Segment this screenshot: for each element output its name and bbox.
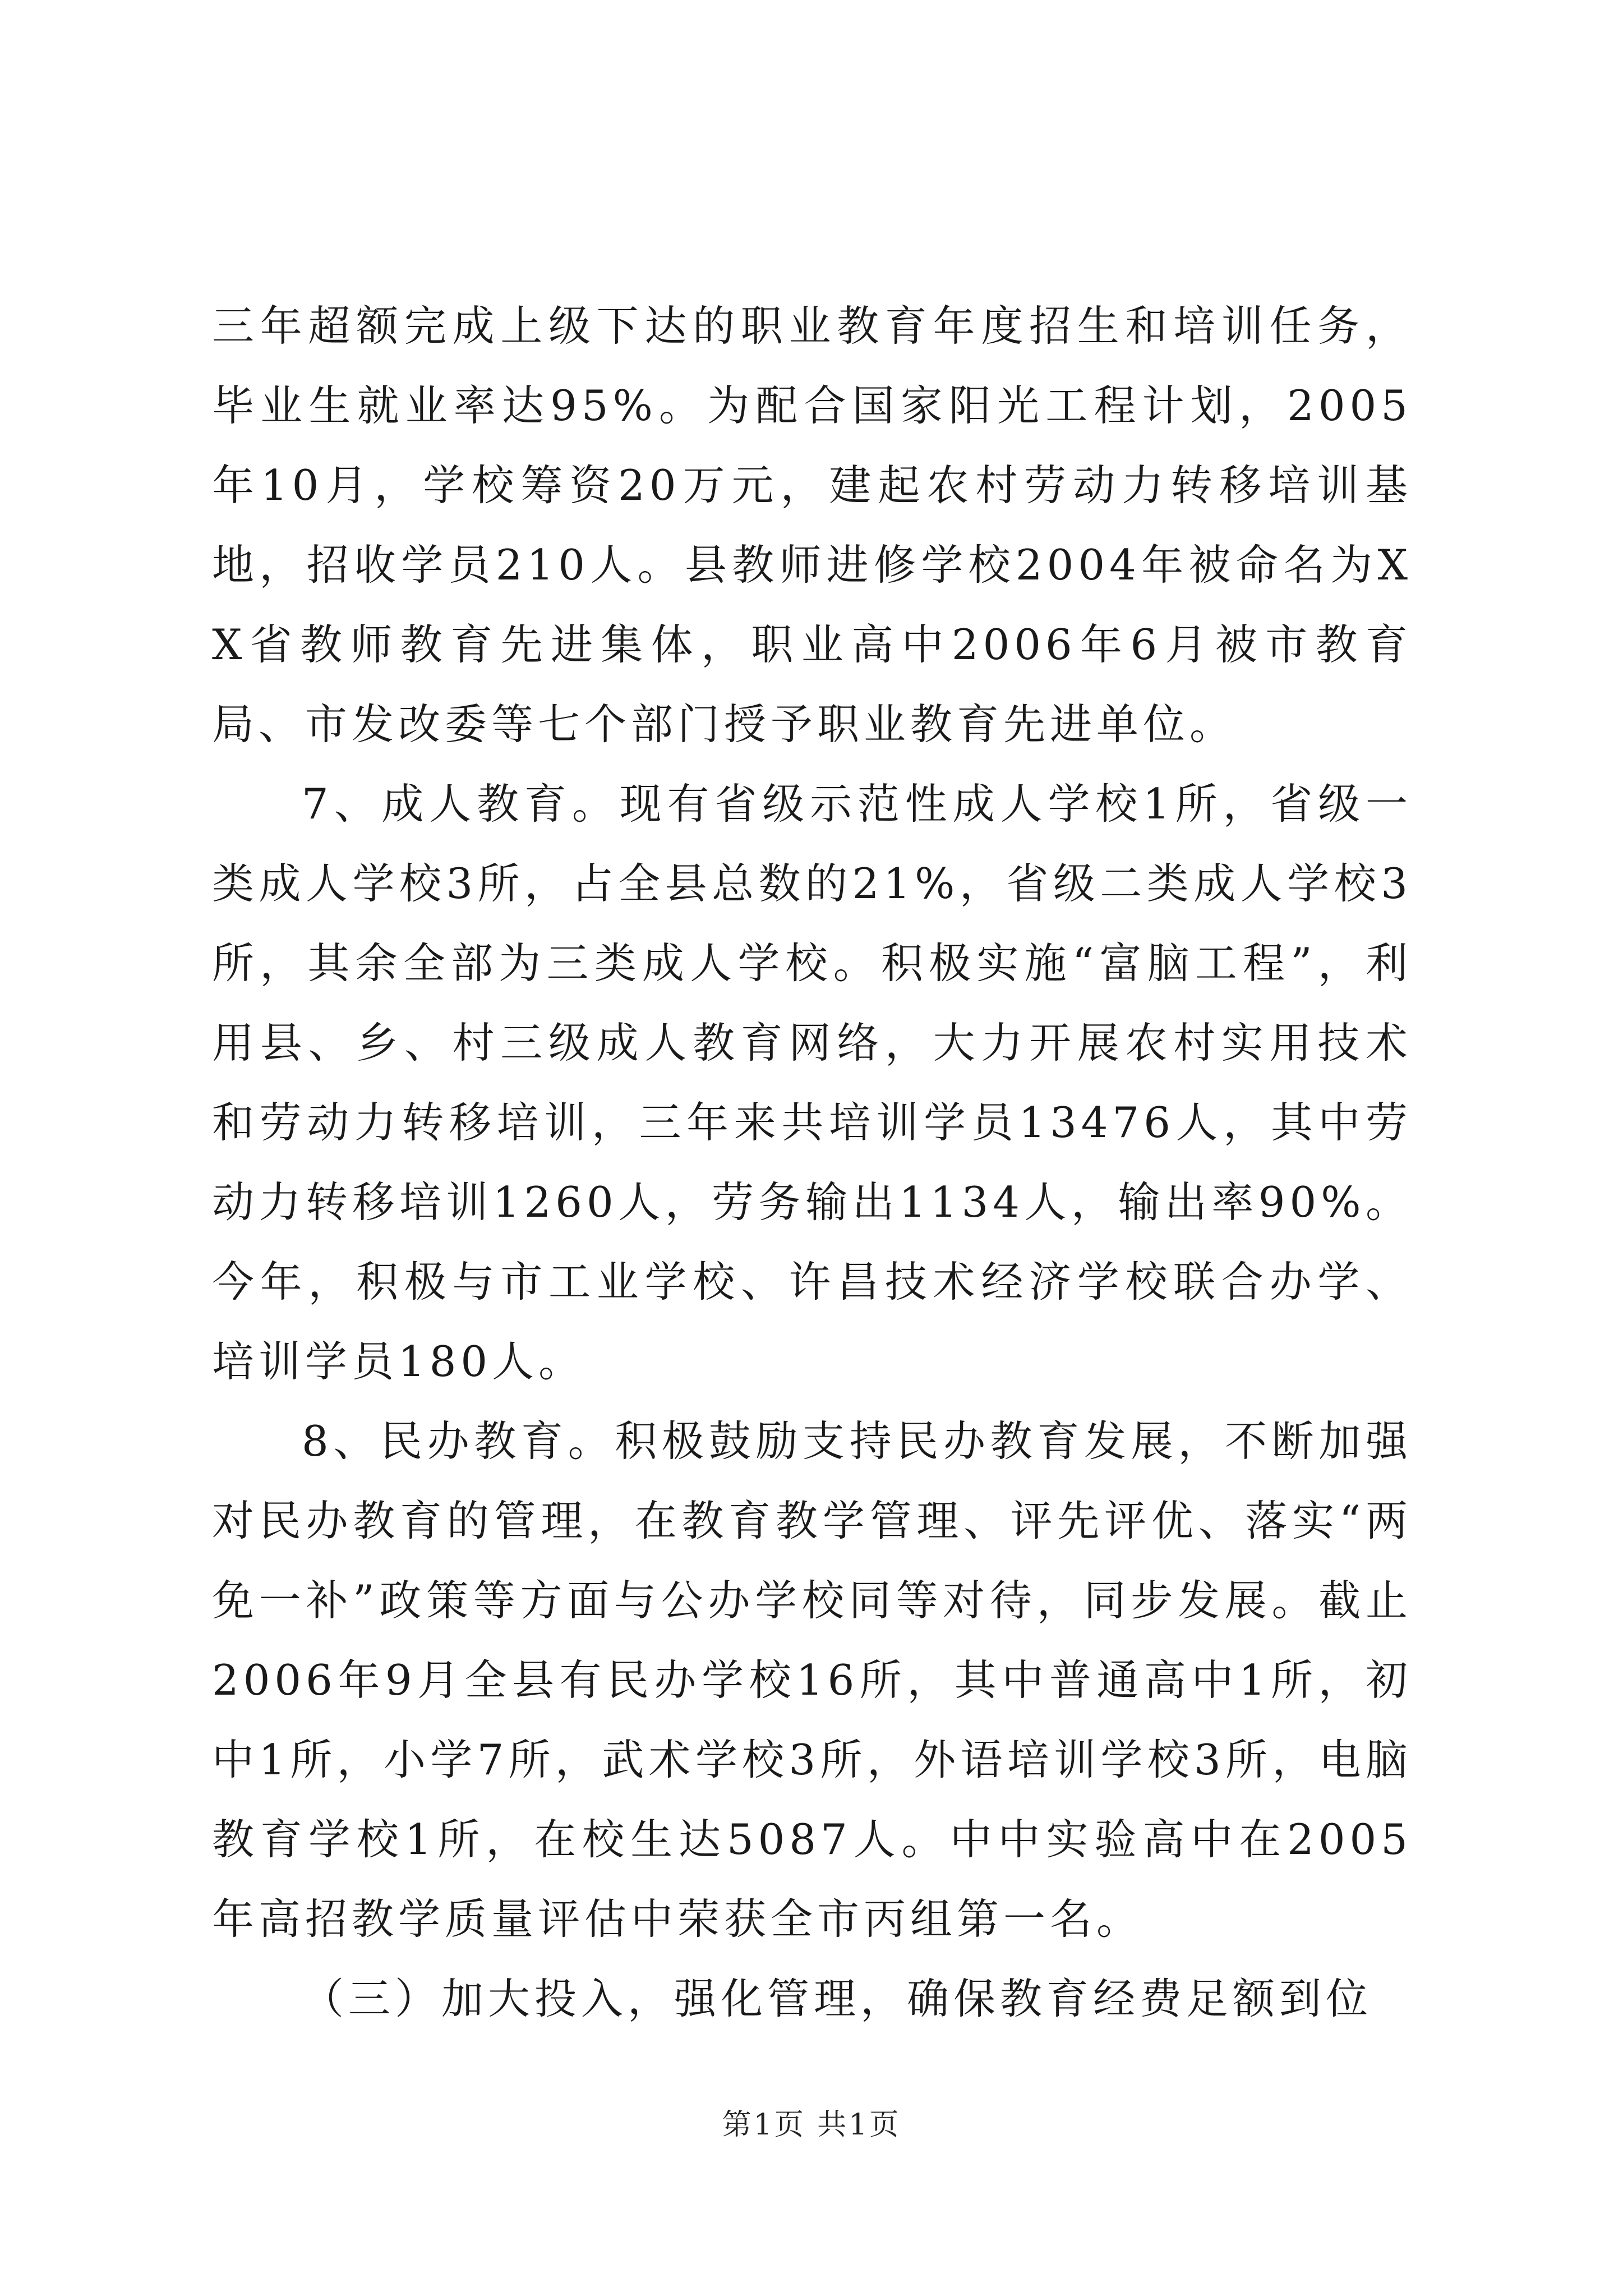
section-heading: （三）加大投入，强化管理，确保教育经费足额到位 <box>302 1974 1373 2023</box>
paragraph-private-education: 8、民办教育。积极鼓励支持民办教育发展，不断加强对民办教育的管理，在教育教学管理、评先评优、落实“两免一补”政策等方面与公办学校同等对待，同步发展。截止2006年9月全县有民办学校16所，其中普通高中1所，初中1所，小学7所，武术学校3所，外语培训学校3所，电脑教育学校1所，在校生达5087人。中中实验高中在2005年高招教学质量评估中荣获全市丙组第一名。 <box>212 1416 1412 1944</box>
page-footer: 第1页 共1页 <box>722 2108 901 2142</box>
document-body <box>212 286 1412 2039</box>
paragraph-vocational-education: 三年超额完成上级下达的职业教育年度招生和培训任务，毕业生就业率达95%。为配合国家阳光工程计划，2005年10月，学校筹资20万元，建起农村劳动力转移培训基地，招收学员210人。县教师进修学校2004年被命名为XX省教师教育先进集体，职业高中2006年6月被市教育局、市发改委等七个部门授予职业教育先进单位。 <box>212 301 1412 749</box>
paragraph-adult-education: 7、成人教育。现有省级示范性成人学校1所，省级一类成人学校3所，占全县总数的21%，省级二类成人学校3所，其余全部为三类成人学校。积极实施“富脑工程”，利用县、乡、村三级成人教育网络，大力开展农村实用技术和劳动力转移培训，三年来共培训学员13476人，其中劳动力转移培训1260人，劳务输出1134人，输出率90%。今年，积极与市工业学校、许昌技术经济学校联合办学、培训学员180人。 <box>212 779 1412 1386</box>
